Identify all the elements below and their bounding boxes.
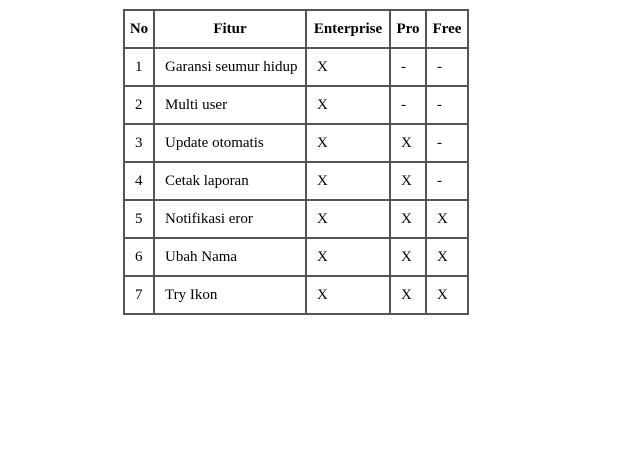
cell-no: 6 [124,238,154,276]
cell-pro: X [390,200,426,238]
table-row [124,124,468,162]
cell-no: 1 [124,48,154,86]
cell-pro: - [390,48,426,86]
cell-enterprise: X [306,162,390,200]
cell-no: 3 [124,124,154,162]
header-fitur: Fitur [154,10,306,48]
header-enterprise: Enterprise [306,10,390,48]
header-pro: Pro [390,10,426,48]
table-row [124,86,468,124]
header-no: No [124,10,154,48]
cell-no: 4 [124,162,154,200]
cell-fitur: Cetak laporan [154,162,306,200]
cell-free: - [426,124,468,162]
cell-fitur: Multi user [154,86,306,124]
cell-free: X [426,238,468,276]
cell-enterprise: X [306,238,390,276]
cell-enterprise: X [306,200,390,238]
cell-pro: X [390,238,426,276]
table-row [124,276,468,314]
cell-fitur: Ubah Nama [154,238,306,276]
cell-no: 5 [124,200,154,238]
table-row [124,238,468,276]
cell-enterprise: X [306,48,390,86]
cell-enterprise: X [306,276,390,314]
cell-enterprise: X [306,124,390,162]
cell-fitur: Notifikasi eror [154,200,306,238]
cell-no: 2 [124,86,154,124]
cell-enterprise: X [306,86,390,124]
cell-fitur: Garansi seumur hidup [154,48,306,86]
feature-comparison-container [123,9,469,315]
cell-pro: - [390,86,426,124]
cell-free: - [426,48,468,86]
table-row [124,200,468,238]
cell-pro: X [390,276,426,314]
cell-no: 7 [124,276,154,314]
cell-pro: X [390,162,426,200]
table-row [124,48,468,86]
table-header-row [124,10,468,48]
cell-fitur: Try Ikon [154,276,306,314]
table-row [124,162,468,200]
cell-free: X [426,200,468,238]
cell-free: X [426,276,468,314]
cell-pro: X [390,124,426,162]
cell-free: - [426,86,468,124]
cell-fitur: Update otomatis [154,124,306,162]
cell-free: - [426,162,468,200]
header-free: Free [426,10,468,48]
feature-comparison-table [123,9,469,315]
